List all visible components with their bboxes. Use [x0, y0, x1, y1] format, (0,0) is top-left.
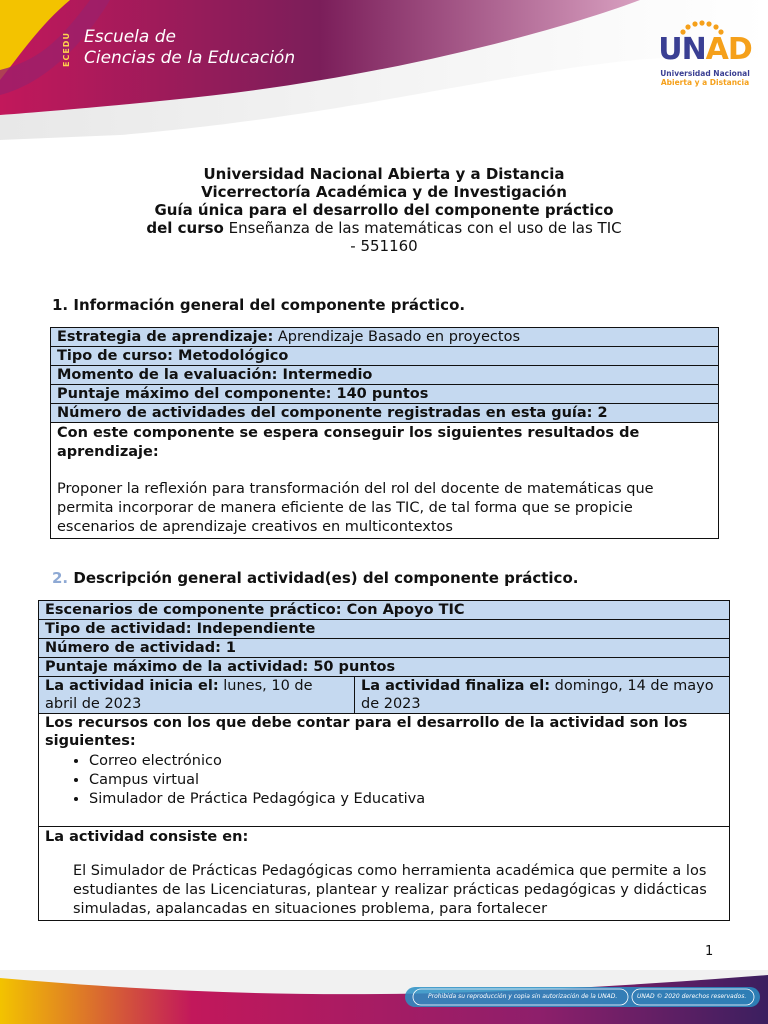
list-item: • Simulador de Práctica Pedagógica y Educativa	[89, 790, 723, 809]
dates-row	[39, 677, 730, 714]
activity-description-table	[38, 600, 730, 921]
resources-row	[39, 714, 730, 827]
table-row: Puntaje máximo del componente: 140 puntos	[51, 385, 719, 404]
start-date-cell: La actividad inicia el: lunes, 10 de abril de 2023	[39, 677, 355, 714]
activity-text: El Simulador de Prácticas Pedagógicas como herramienta académica que permite a los estudiantes de las Licenciaturas, plantear y realizar prácticas pedagógicas y didácticas simuladas, apalancadas en situaciones problema, para fortalecer	[73, 863, 707, 917]
school-name-line1: Escuela de	[84, 27, 176, 47]
table-row: Momento de la evaluación: Intermedio	[51, 366, 719, 385]
document-title	[0, 165, 768, 255]
school-name	[84, 27, 295, 69]
table-row: Tipo de curso: Metodológico	[51, 347, 719, 366]
table-row: Estrategia de aprendizaje: Aprendizaje Basado en proyectos	[51, 328, 719, 347]
header-banner	[0, 0, 768, 140]
resources-list	[45, 752, 723, 809]
outcomes-row	[51, 423, 719, 539]
school-code: ECEDU	[62, 32, 71, 68]
table-row: Número de actividades del componente registradas en esta guía: 2	[51, 404, 719, 423]
table-row: Tipo de actividad: Independiente	[39, 620, 730, 639]
activity-label: La actividad consiste en:	[45, 829, 249, 845]
footer-notice: Prohibida su reproducción y copia sin autorización de la UNAD.	[428, 993, 618, 1000]
table-row: Número de actividad: 1	[39, 639, 730, 658]
title-line5: - 551160	[350, 237, 418, 255]
section1-heading: 1. Información general del componente práctico.	[52, 296, 466, 314]
title-line3: Guía única para el desarrollo del componente práctico	[154, 201, 614, 219]
logo-subtitle2: Abierta y a Distancia	[660, 78, 750, 87]
logo-wordmark: UNAD	[658, 32, 752, 67]
logo-subtitle1: Universidad Nacional	[660, 69, 750, 78]
outcomes-label: Con este componente se espera conseguir los siguientes resultados de aprendizaje:	[57, 425, 640, 460]
title-line2: Vicerrectoría Académica y de Investigación	[201, 183, 567, 201]
page-number: 1	[705, 944, 714, 959]
title-line4: del curso Enseñanza de las matemáticas con el uso de las TIC	[146, 219, 622, 237]
school-name-line2: Ciencias de la Educación	[84, 48, 296, 68]
general-info-table	[50, 327, 719, 539]
title-line1: Universidad Nacional Abierta y a Distancia	[203, 165, 565, 183]
unad-logo	[655, 18, 755, 98]
table-row: Escenarios de componente práctico: Con Apoyo TIC	[39, 601, 730, 620]
resources-label: Los recursos con los que debe contar para el desarrollo de la actividad son los siguientes:	[45, 715, 688, 749]
list-item: • Correo electrónico	[89, 752, 723, 771]
section2-heading: 2. Descripción general actividad(es) del componente práctico.	[52, 569, 579, 587]
list-item: • Campus virtual	[89, 771, 723, 790]
footer-rights: UNAD © 2020 derechos reservados.	[637, 993, 747, 1000]
outcomes-text: Proponer la reflexión para transformación del rol del docente de matemáticas que permita incorporar de manera eficiente de las TIC, de tal forma que se propicie escenarios de aprendizaje creativos en multicontextos	[57, 481, 654, 535]
end-date-cell: La actividad finaliza el: domingo, 14 de mayo de 2023	[355, 677, 730, 714]
table-row: Puntaje máximo de la actividad: 50 puntos	[39, 658, 730, 677]
activity-row	[39, 827, 730, 921]
